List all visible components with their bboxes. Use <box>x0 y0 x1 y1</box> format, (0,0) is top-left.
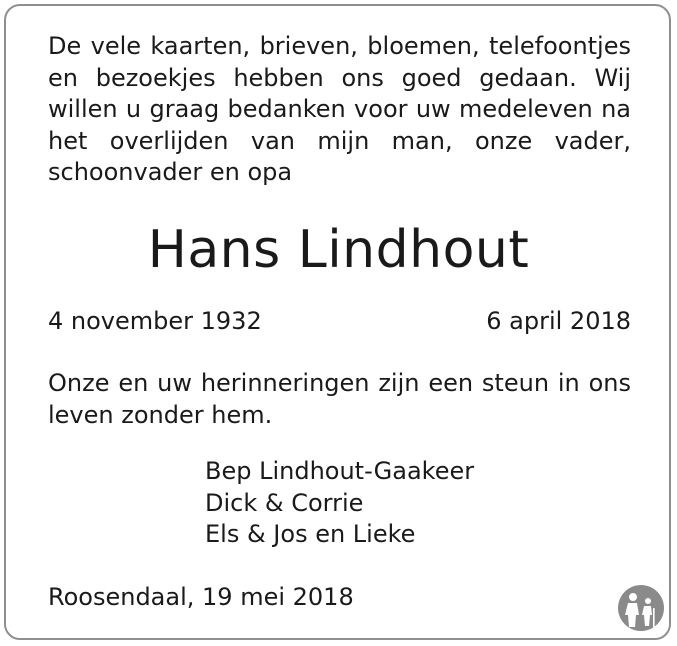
memory-text: Onze en uw herinneringen zijn een steun in ons leven zonder hem. <box>48 369 631 429</box>
intro-text: De vele kaarten, brieven, bloemen, telefoontjes en bezoekjes hebben ons goed gedaan. Wij willen u graag bedanken voor uw medeleven na het overlijden van mijn man, onze vader, schoonvader en opa <box>48 32 631 186</box>
signer: Dick & Corrie <box>205 488 364 517</box>
signer: Bep Lindhout-Gaakeer <box>205 457 475 485</box>
place-date: Roosendaal, 19 mei 2018 <box>48 583 354 611</box>
memorial-figures-icon <box>617 584 665 632</box>
signers-list <box>205 456 474 551</box>
deceased-name: Hans Lindhout <box>147 220 530 280</box>
signer: Els & Jos en Lieke <box>205 520 416 548</box>
birth-date: 4 november 1932 <box>48 307 262 335</box>
life-dates <box>48 306 631 337</box>
death-date: 6 april 2018 <box>486 307 631 335</box>
